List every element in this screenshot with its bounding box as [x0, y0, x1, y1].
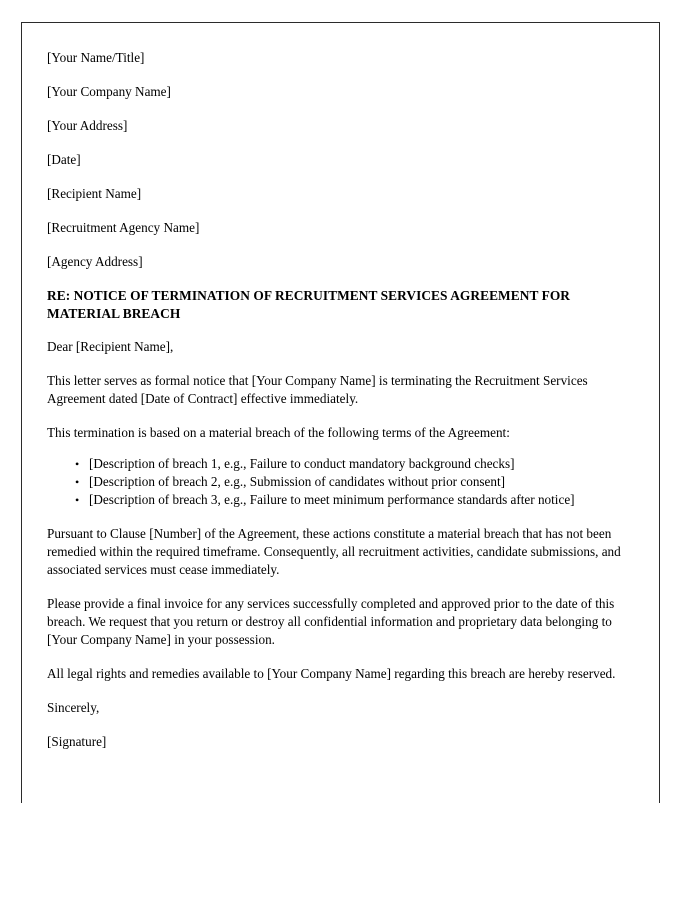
subject-heading: RE: NOTICE OF TERMINATION OF RECRUITMENT SERVICES AGREEMENT FOR MATERIAL BREACH [47, 288, 571, 321]
closing-salutation: Sincerely, [47, 700, 100, 715]
paragraph-termination-notice: This letter serves as formal notice that [Your Company Name] is terminating the Recruitment Services Agreement dated [Date of Contract] effective immediately. [47, 373, 588, 406]
letterhead-recipient-name: [Recipient Name] [47, 186, 142, 201]
paragraph-breach-intro: This termination is based on a material breach of the following terms of the Agreement: [47, 425, 510, 440]
salutation: Dear [Recipient Name], [47, 339, 174, 354]
paragraph-clause-reference: Pursuant to Clause [Number] of the Agreement, these actions constitute a material breach that has not been remedied within the required timeframe. Consequently, all recruitment activities, candidate submissions, and associated services must cease immediately. [47, 526, 621, 577]
breach-list [47, 455, 636, 509]
letter-content [47, 49, 638, 751]
letterhead-agency-address: [Agency Address] [47, 254, 143, 269]
letterhead-date: [Date] [47, 152, 81, 167]
letterhead-agency-name: [Recruitment Agency Name] [47, 220, 200, 235]
letterhead-company-name: [Your Company Name] [47, 84, 171, 99]
list-item: • [Description of breach 3, e.g., Failure to meet minimum performance standards after notice] [89, 491, 636, 509]
list-item: • [Description of breach 1, e.g., Failure to conduct mandatory background checks] [89, 455, 636, 473]
signature-placeholder: [Signature] [47, 734, 107, 749]
paragraph-rights-reserved: All legal rights and remedies available to [Your Company Name] regarding this breach are hereby reserved. [47, 666, 616, 681]
letterhead-name-title: [Your Name/Title] [47, 50, 145, 65]
letterhead-sender-address: [Your Address] [47, 118, 128, 133]
letterhead-block [47, 49, 638, 270]
paragraph-final-invoice: Please provide a final invoice for any services successfully completed and approved prior to the date of this breach. We request that you return or destroy all confidential information and proprietary data belonging to [Your Company Name] in your possession. [47, 596, 615, 647]
list-item: • [Description of breach 2, e.g., Submission of candidates without prior consent] [89, 473, 636, 491]
document-page [21, 22, 660, 803]
